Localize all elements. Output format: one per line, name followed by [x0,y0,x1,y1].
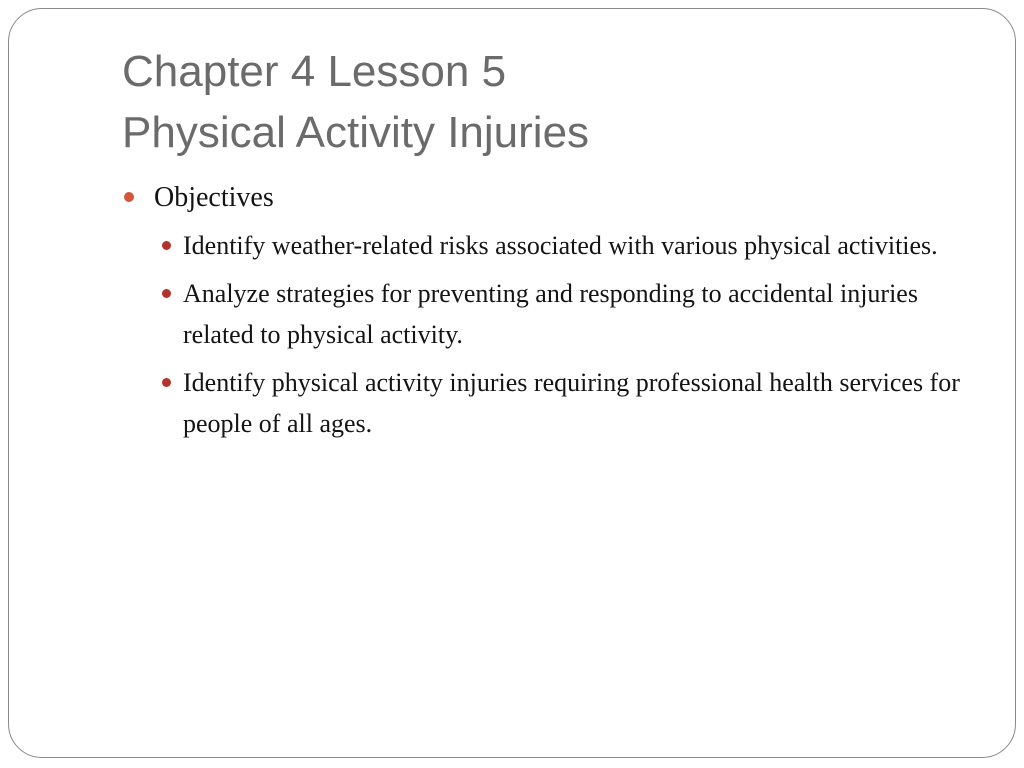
list-item [183,273,973,355]
objectives-item [122,175,962,221]
title-line-1: Chapter 4 Lesson 5 [122,47,507,96]
objectives-list [122,225,962,444]
slide-body [122,175,962,451]
list-item [183,225,973,266]
title-line-2: Physical Activity Injuries [122,108,590,157]
objective-text: Identify physical activity injuries requiring professional health services for people of all ages. [183,368,960,438]
objective-text: Identify weather-related risks associated with various physical activities. [183,231,938,260]
bullet-dot-icon [162,241,171,250]
bullet-dot-icon [124,192,134,202]
objective-text: Analyze strategies for preventing and responding to accidental injuries related to physical activity. [183,279,918,349]
bullet-dot-icon [162,289,171,298]
objectives-heading: Objectives [154,182,274,213]
slide-frame [8,8,1016,758]
list-item [183,362,973,444]
bullet-dot-icon [162,378,171,387]
slide-title [122,41,589,163]
